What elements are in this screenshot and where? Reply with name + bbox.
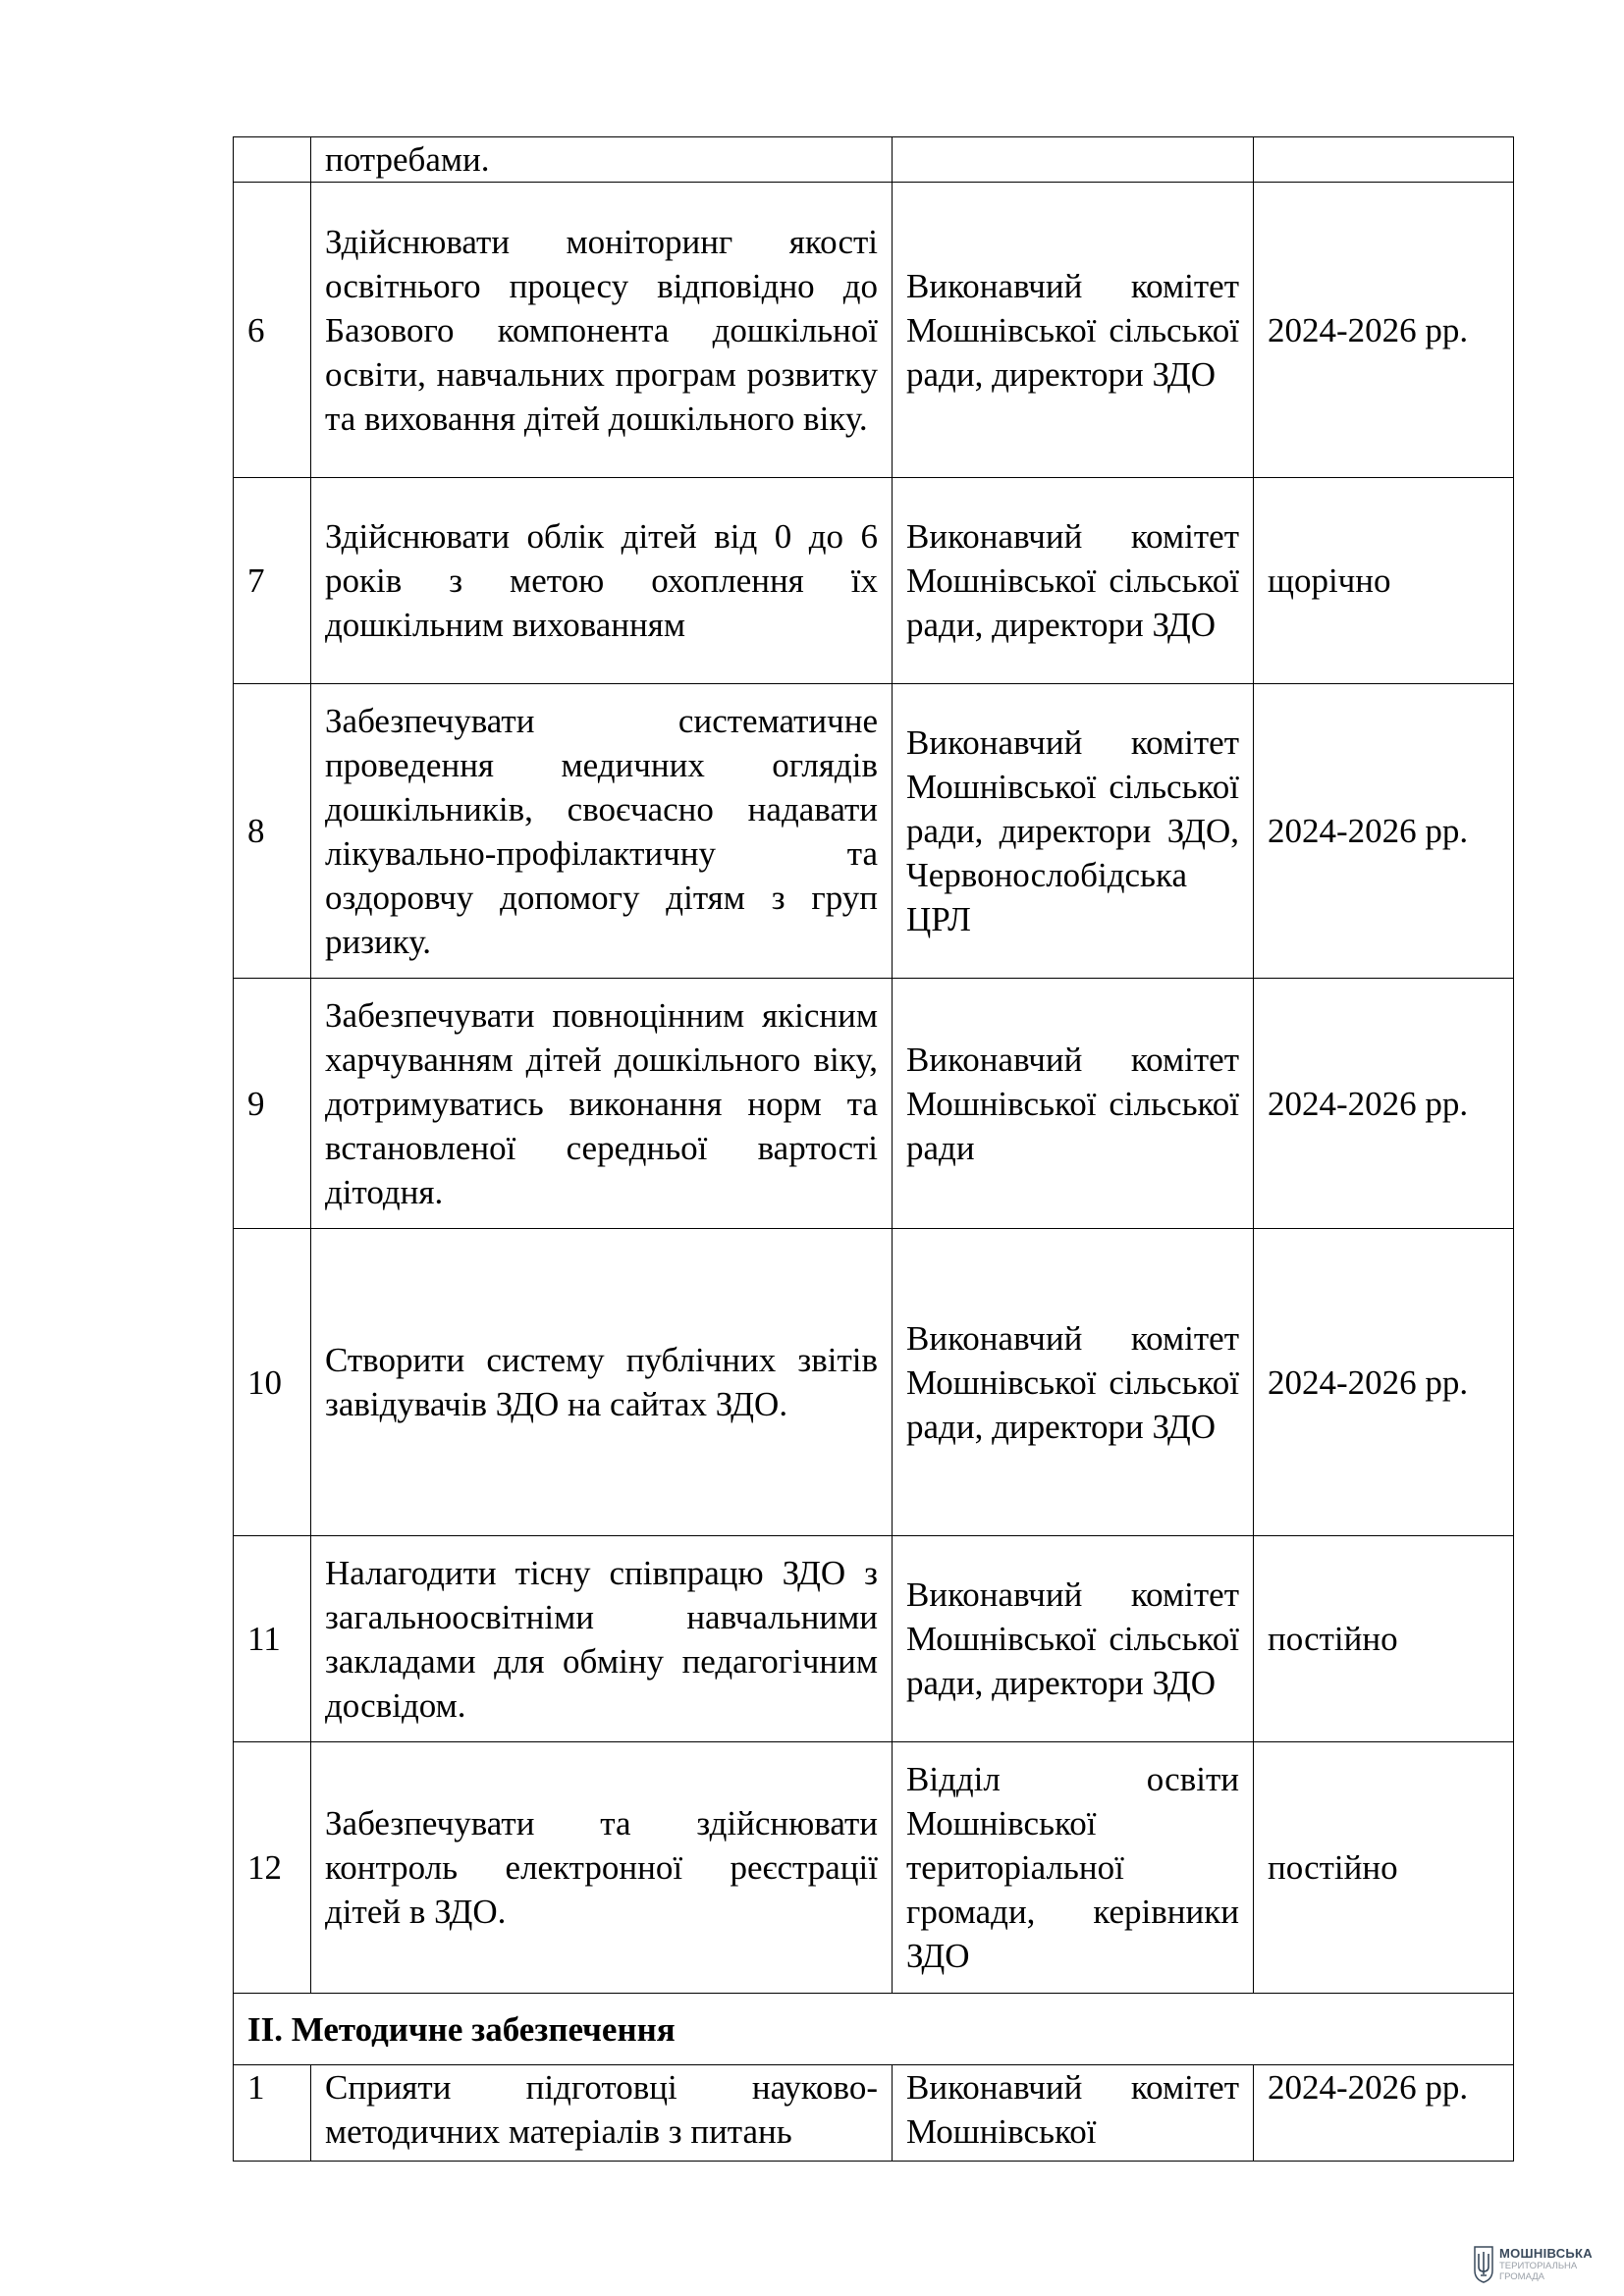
table-row <box>234 684 1514 979</box>
executor-text: Виконавчий комітет Мошнівської сільської ради, директори ЗДО <box>893 1229 1254 1536</box>
row-number <box>234 137 311 183</box>
table-row <box>234 1229 1514 1536</box>
section-heading-row <box>234 1994 1514 2065</box>
term-text: 2024-2026 рр. <box>1254 2065 1514 2162</box>
logo-title: МОШНІВСЬКА <box>1499 2246 1593 2261</box>
task-text: Забезпечувати повноцінним якісним харчуванням дітей дошкільного віку, дотримуватись виконання норм та встановленої середньої вартості дітодня. <box>311 979 893 1229</box>
executor-text: Виконавчий комітет Мошнівської сільської ради, директори ЗДО <box>893 183 1254 478</box>
term-text: постійно <box>1254 1742 1514 1994</box>
executor-text: Відділ освіти Мошнівської територіальної громади, керівники ЗДО <box>893 1742 1254 1994</box>
community-logo <box>1473 2243 1620 2292</box>
table-row <box>234 137 1514 183</box>
logo-subtitle-1: ТЕРИТОРІАЛЬНА <box>1499 2261 1578 2271</box>
activities-table <box>233 136 1514 2162</box>
row-number: 9 <box>234 979 311 1229</box>
row-number: 8 <box>234 684 311 979</box>
executor-text: Виконавчий комітет Мошнівської сільської ради, директори ЗДО <box>893 1536 1254 1742</box>
term-text: щорічно <box>1254 478 1514 684</box>
executor-text: Виконавчий комітет Мошнівської сільської ради <box>893 979 1254 1229</box>
task-text: потребами. <box>311 137 893 183</box>
task-text: Здійснювати облік дітей від 0 до 6 років з метою охоплення їх дошкільним вихованням <box>311 478 893 684</box>
row-number: 7 <box>234 478 311 684</box>
logo-subtitle-2: ГРОМАДА <box>1499 2271 1544 2282</box>
row-number: 12 <box>234 1742 311 1994</box>
term-text: 2024-2026 рр. <box>1254 183 1514 478</box>
table-row <box>234 1536 1514 1742</box>
task-text: Створити систему публічних звітів завідувачів ЗДО на сайтах ЗДО. <box>311 1229 893 1536</box>
row-number: 10 <box>234 1229 311 1536</box>
executor-text: Виконавчий комітет Мошнівської сільської ради, директори ЗДО, Червонослобідська ЦРЛ <box>893 684 1254 979</box>
section-heading: II. Методичне забезпечення <box>234 1994 1514 2065</box>
term-text: 2024-2026 рр. <box>1254 979 1514 1229</box>
term-text: 2024-2026 рр. <box>1254 1229 1514 1536</box>
executor-text: Виконавчий комітет Мошнівської <box>893 2065 1254 2162</box>
table-row <box>234 1742 1514 1994</box>
task-text: Здійснювати моніторинг якості освітнього процесу відповідно до Базового компонента дошкільної освіти, навчальних програм розвитку та виховання дітей дошкільного віку. <box>311 183 893 478</box>
term-text <box>1254 137 1514 183</box>
table-row <box>234 979 1514 1229</box>
table-row <box>234 478 1514 684</box>
term-text: постійно <box>1254 1536 1514 1742</box>
table-row <box>234 2065 1514 2162</box>
executor-text: Виконавчий комітет Мошнівської сільської ради, директори ЗДО <box>893 478 1254 684</box>
executor-text <box>893 137 1254 183</box>
table-row <box>234 183 1514 478</box>
row-number: 11 <box>234 1536 311 1742</box>
trident-crest-icon <box>1473 2245 1494 2284</box>
row-number: 1 <box>234 2065 311 2162</box>
term-text: 2024-2026 рр. <box>1254 684 1514 979</box>
row-number: 6 <box>234 183 311 478</box>
task-text: Налагодити тісну співпрацю ЗДО з загальноосвітніми навчальними закладами для обміну педагогічним досвідом. <box>311 1536 893 1742</box>
task-text: Забезпечувати систематичне проведення медичних оглядів дошкільників, своєчасно надавати лікувально-профілактичну та оздоровчу допомогу дітям з груп ризику. <box>311 684 893 979</box>
task-text: Сприяти підготовці науково-методичних матеріалів з питань <box>311 2065 893 2162</box>
task-text: Забезпечувати та здійснювати контроль електронної реєстрації дітей в ЗДО. <box>311 1742 893 1994</box>
